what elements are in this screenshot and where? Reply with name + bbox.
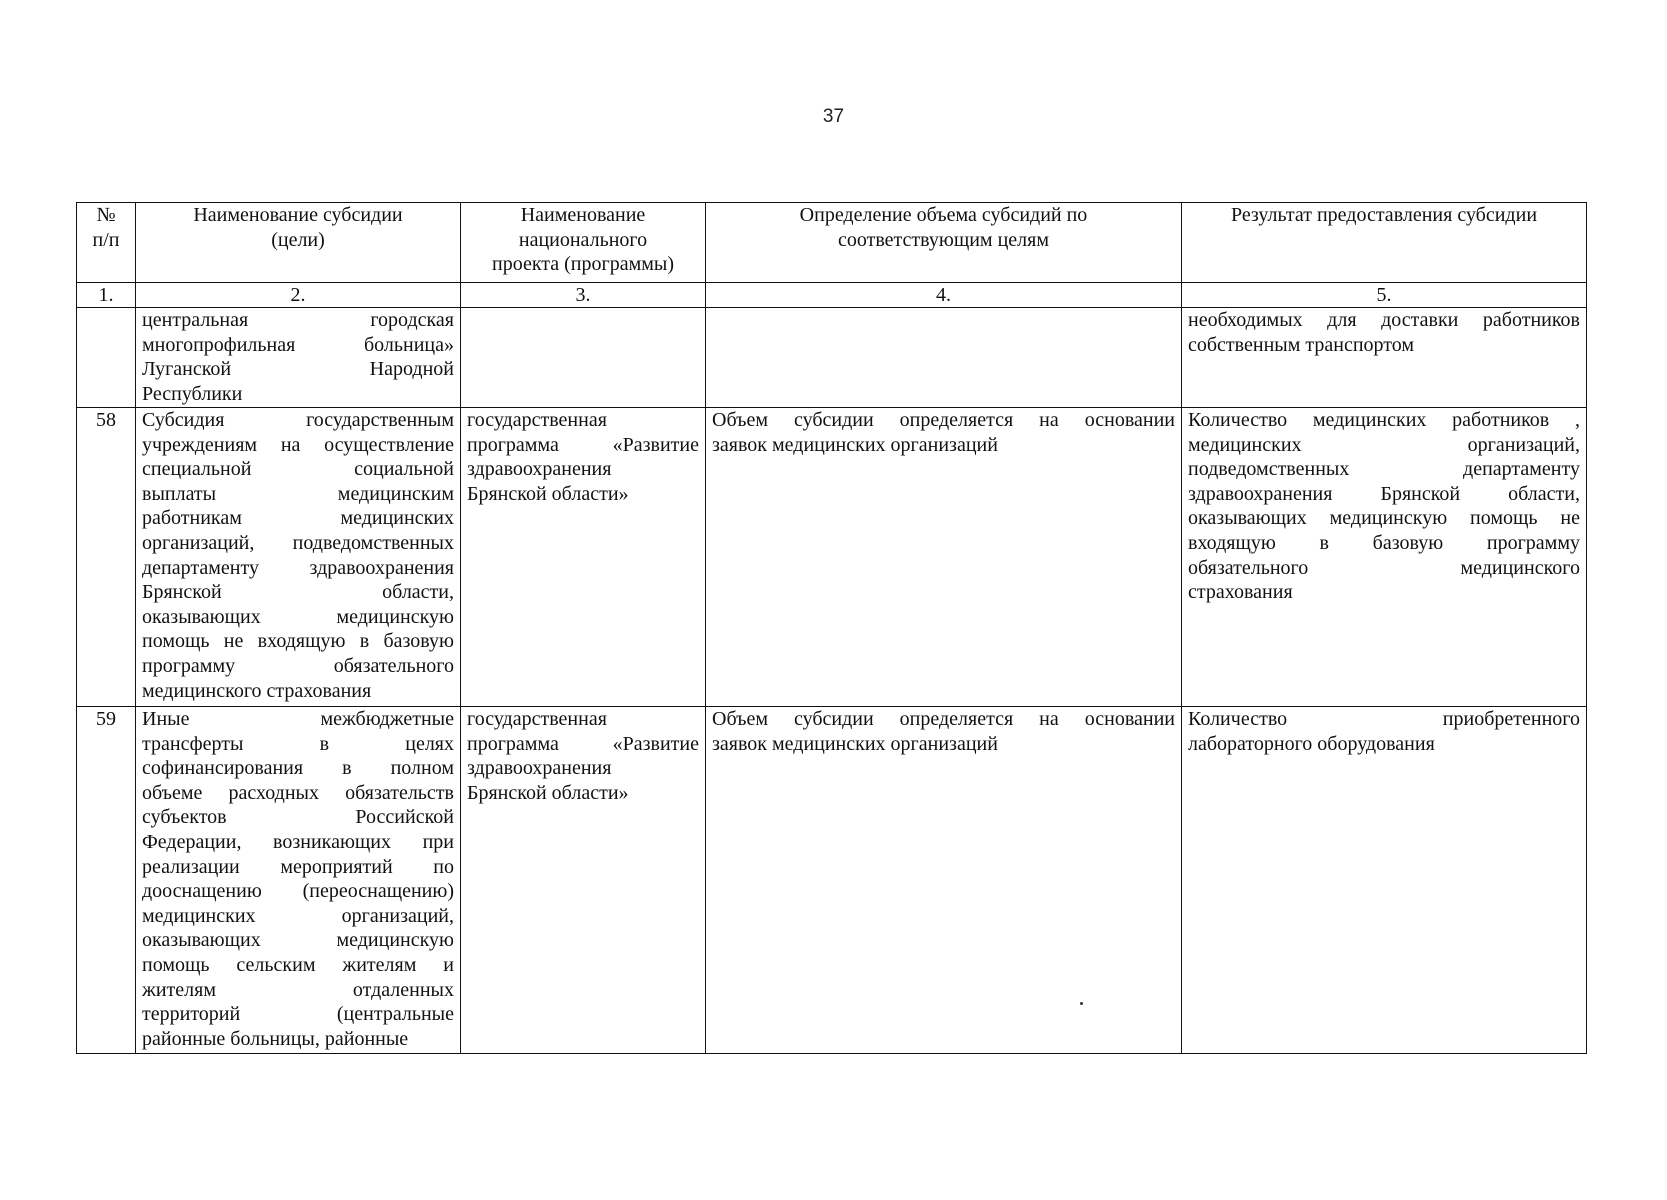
cell-line: софинансирования в полном <box>142 757 454 780</box>
subsidy-name-cell <box>136 408 461 707</box>
cell-line: многопрофильная больница» <box>142 333 454 356</box>
cell-line: медицинских организаций, <box>1188 433 1580 456</box>
cell-line: жителям отдаленных <box>142 978 454 1001</box>
column-number: 1. <box>77 283 136 308</box>
cell-line: программа «Развитие <box>467 732 699 755</box>
cell-line: специальной социальной <box>142 458 454 481</box>
cell-line: оказывающих медицинскую <box>142 605 454 628</box>
header-national-project: Наименование национального проекта (программы) <box>461 203 706 283</box>
cell-line: обязательного медицинского <box>1188 556 1580 579</box>
subsidy-name-cell <box>136 707 461 1054</box>
cell-line: входящую в базовую программу <box>1188 531 1580 554</box>
header-volume-definition: Определение объема субсидий по соответствующим целям <box>706 203 1182 283</box>
header-subsidy-name: Наименование субсидии (цели) <box>136 203 461 283</box>
cell-line: необходимых для доставки работников <box>1188 309 1580 331</box>
subsidy-name-cell <box>136 308 461 408</box>
cell-line: Субсидия государственным <box>142 409 454 431</box>
result-cell <box>1182 308 1587 408</box>
cell-line: Количество медицинских работников , <box>1188 409 1580 431</box>
cell-line: государственная <box>467 708 607 730</box>
program-cell <box>461 408 706 707</box>
cell-line: программу обязательного <box>142 654 454 677</box>
cell-line: медицинских организаций, <box>142 904 454 927</box>
cell-line: департаменту здравоохранения <box>142 556 454 579</box>
cell-line: лабораторного оборудования <box>1188 732 1435 755</box>
cell-line: дооснащению (переоснащению) <box>142 880 454 903</box>
scan-speck <box>1080 1002 1083 1005</box>
program-cell <box>461 707 706 1054</box>
cell-line: программа «Развитие <box>467 433 699 456</box>
column-number: 2. <box>136 283 461 308</box>
cell-line: Объем субсидии определяется на основании <box>712 409 1175 431</box>
cell-line: государственная <box>467 409 607 431</box>
result-cell <box>1182 408 1587 707</box>
cell-line: учреждениям на осуществление <box>142 433 454 456</box>
column-number-row <box>77 283 1587 308</box>
cell-line: Иные межбюджетные <box>142 708 454 730</box>
column-number: 3. <box>461 283 706 308</box>
program-cell <box>461 308 706 408</box>
header-result: Результат предоставления субсидии <box>1182 203 1587 283</box>
table-row <box>77 408 1587 707</box>
cell-line: собственным транспортом <box>1188 333 1415 356</box>
cell-line: субъектов Российской <box>142 806 454 829</box>
volume-definition-cell <box>706 408 1182 707</box>
subsidy-table <box>76 202 1587 1054</box>
cell-line: территорий (центральные <box>142 1003 454 1026</box>
cell-line: Количество приобретенного <box>1188 708 1580 730</box>
cell-line: центральная городская <box>142 309 454 331</box>
column-number: 4. <box>706 283 1182 308</box>
cell-line: реализации мероприятий по <box>142 855 454 878</box>
cell-line: Брянской области» <box>467 781 629 804</box>
cell-line: оказывающих медицинскую помощь не <box>1188 507 1580 530</box>
cell-line: страхования <box>1188 581 1293 604</box>
cell-line: Республики <box>142 382 243 405</box>
cell-line: помощь не входящую в базовую <box>142 630 454 653</box>
cell-line: выплаты медицинским <box>142 482 454 505</box>
cell-line: Федерации, возникающих при <box>142 830 454 853</box>
row-number: 58 <box>77 408 136 707</box>
cell-line: здравоохранения <box>467 757 612 780</box>
table-row <box>77 308 1587 408</box>
row-number: 59 <box>77 707 136 1054</box>
cell-line: объеме расходных обязательств <box>142 781 454 804</box>
cell-line: подведомственных департаменту <box>1188 458 1580 481</box>
cell-line: работникам медицинских <box>142 507 454 530</box>
cell-line: заявок медицинских организаций <box>712 732 998 755</box>
header-row <box>77 203 1587 283</box>
cell-line: трансферты в целях <box>142 732 454 755</box>
header-number: № п/п <box>77 203 136 283</box>
column-number: 5. <box>1182 283 1587 308</box>
cell-line: здравоохранения Брянской области, <box>1188 482 1580 505</box>
cell-line: оказывающих медицинскую <box>142 929 454 952</box>
cell-line: Луганской Народной <box>142 358 454 381</box>
cell-line: заявок медицинских организаций <box>712 433 998 456</box>
row-number <box>77 308 136 408</box>
volume-definition-cell <box>706 707 1182 1054</box>
result-cell <box>1182 707 1587 1054</box>
volume-definition-cell <box>706 308 1182 408</box>
cell-line: медицинского страхования <box>142 679 372 702</box>
cell-line: районные больницы, районные <box>142 1027 409 1050</box>
cell-line: помощь сельским жителям и <box>142 953 454 976</box>
cell-line: здравоохранения <box>467 458 612 481</box>
cell-line: Брянской области, <box>142 581 454 604</box>
cell-line: Объем субсидии определяется на основании <box>712 708 1175 730</box>
cell-line: организаций, подведомственных <box>142 531 454 554</box>
page-number: 37 <box>822 106 845 127</box>
table-row <box>77 707 1587 1054</box>
cell-line: Брянской области» <box>467 482 629 505</box>
